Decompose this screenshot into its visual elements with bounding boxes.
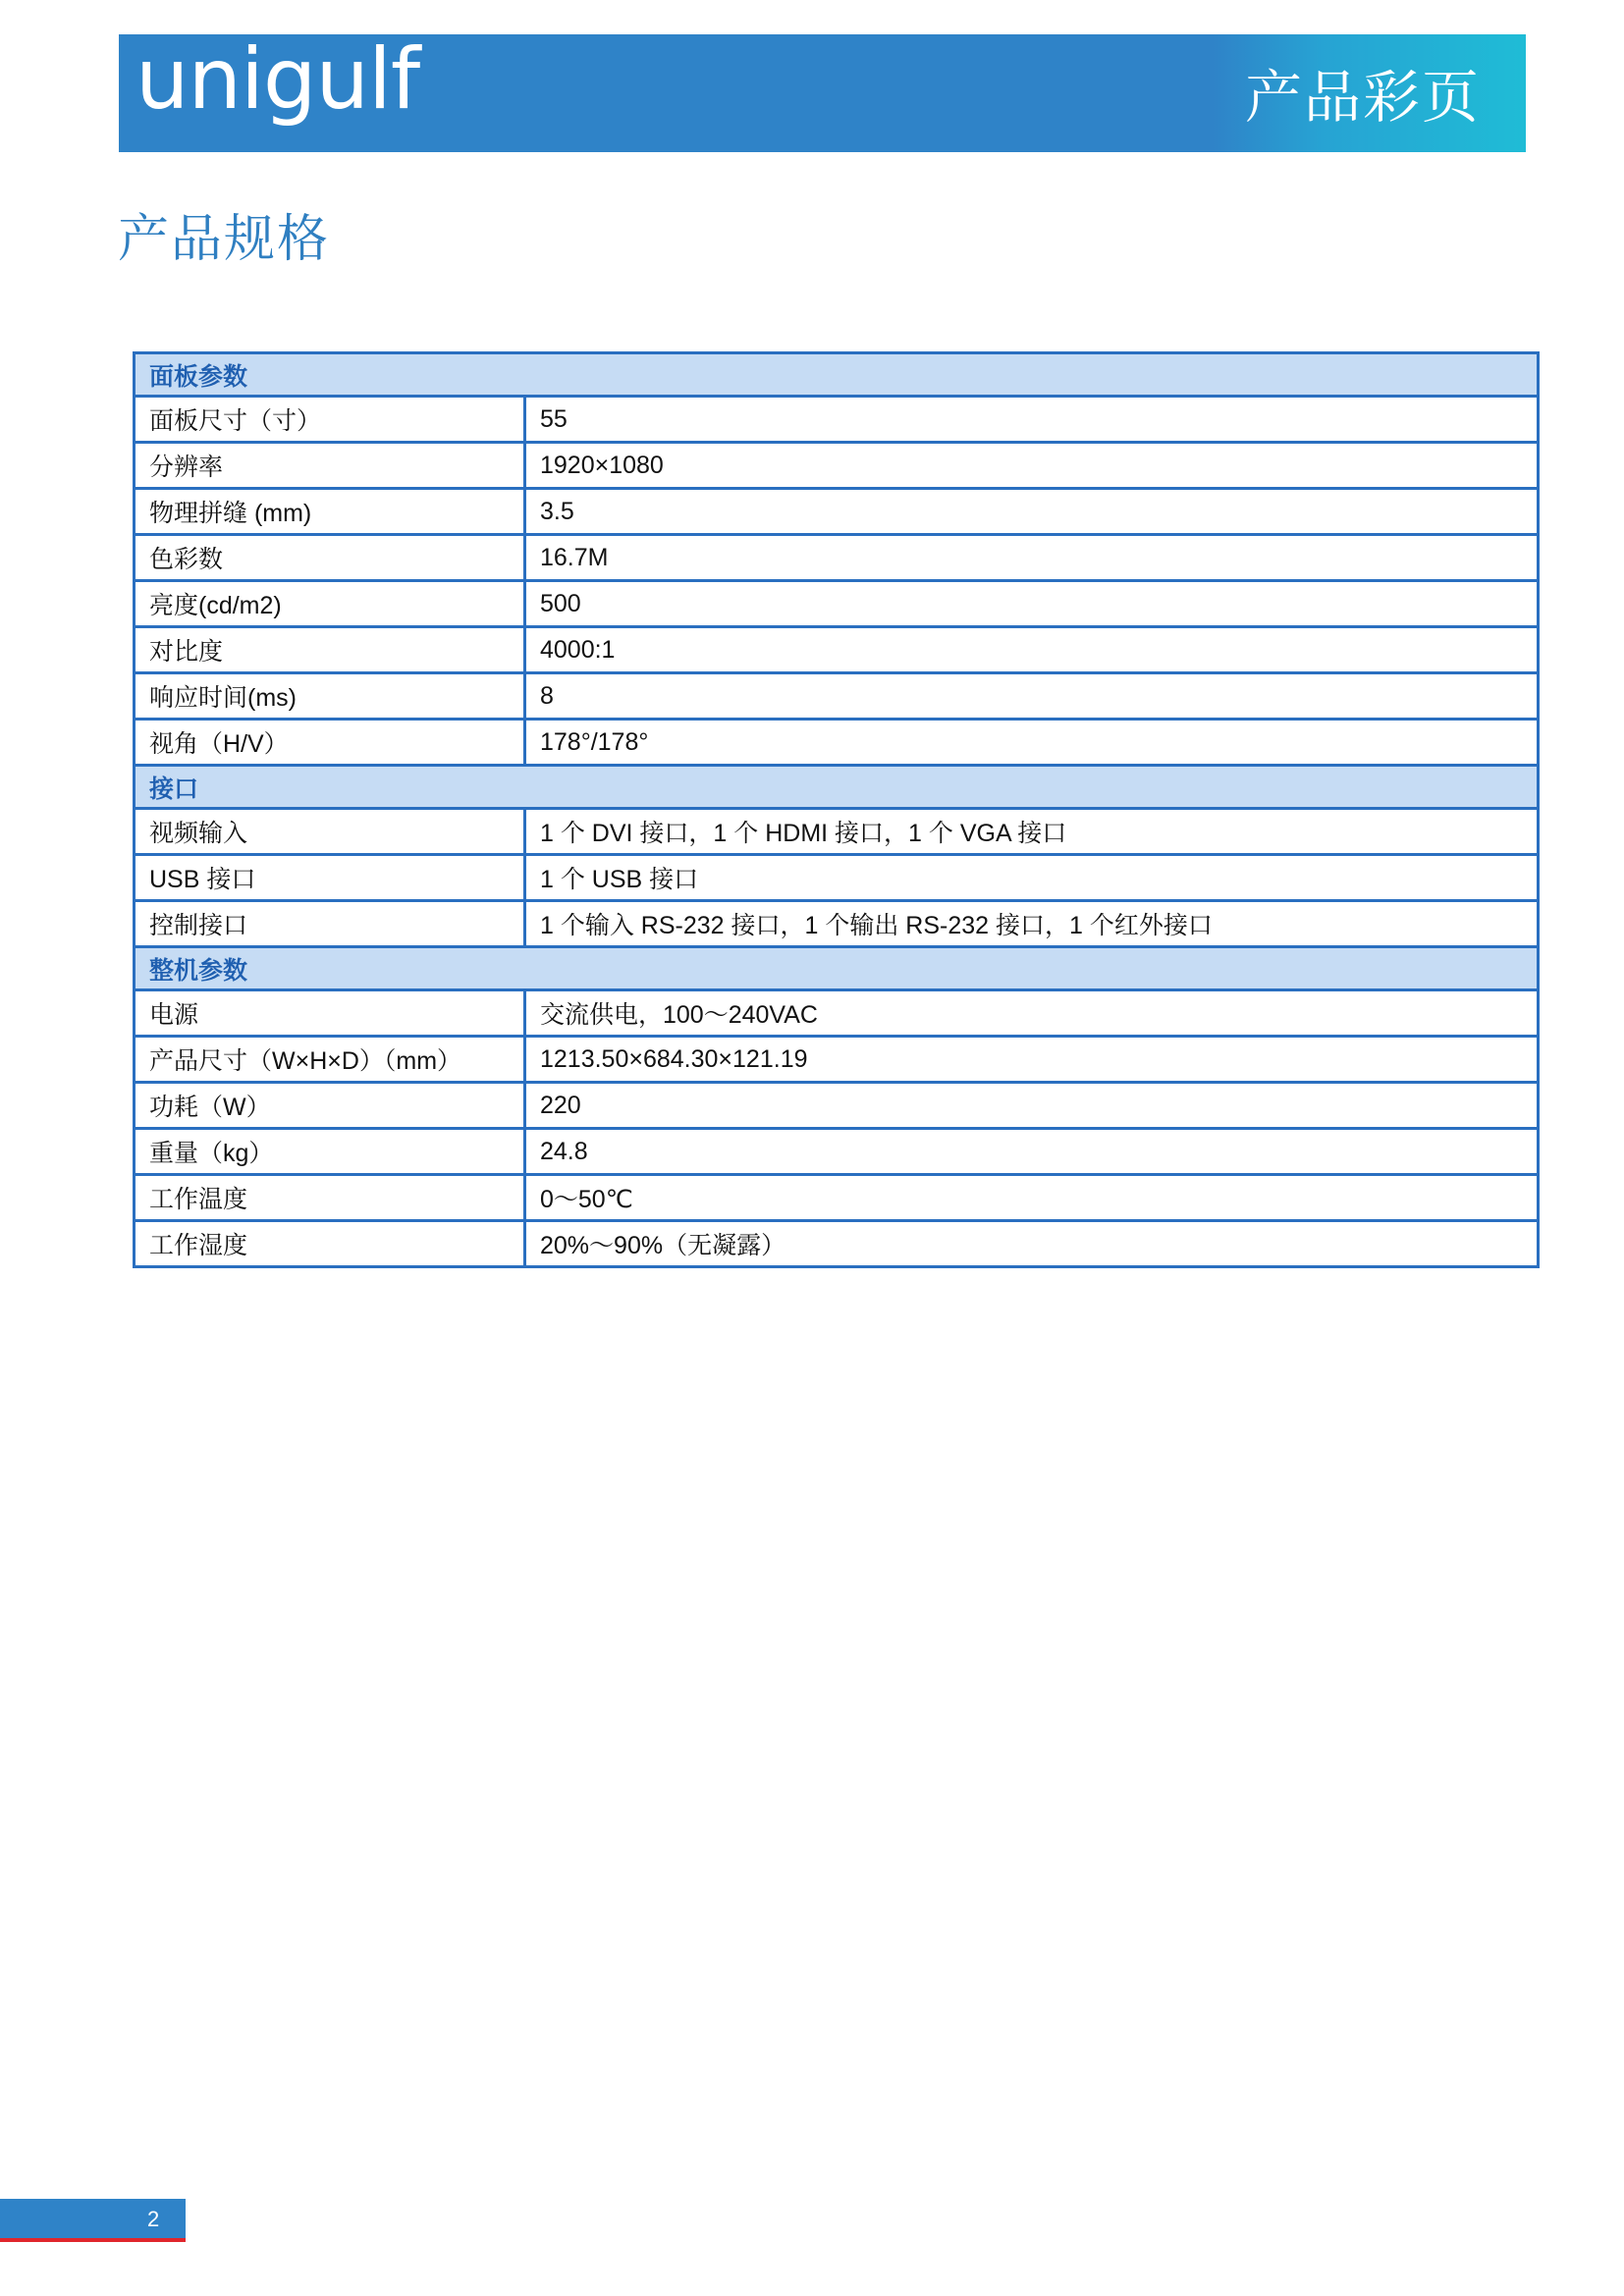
spec-value: 0～50℃ — [525, 1175, 1539, 1221]
spec-value: 4000:1 — [525, 627, 1539, 673]
spec-label: 对比度 — [135, 627, 525, 673]
spec-label: 重量（kg） — [135, 1129, 525, 1175]
spec-label: 电源 — [135, 990, 525, 1037]
spec-label: 亮度(cd/m2) — [135, 581, 525, 627]
table-row — [135, 990, 1539, 1037]
section-title: 接口 — [135, 766, 1539, 809]
table-row — [135, 535, 1539, 581]
table-row — [135, 397, 1539, 443]
page-number: 2 — [147, 2207, 160, 2231]
spec-label: 控制接口 — [135, 901, 525, 947]
table-row — [135, 673, 1539, 720]
table-row — [135, 1175, 1539, 1221]
spec-label: 功耗（W） — [135, 1083, 525, 1129]
spec-value: 178°/178° — [525, 720, 1539, 766]
header-title: 产品彩页 — [1245, 64, 1482, 131]
spec-label: 视角（H/V） — [135, 720, 525, 766]
table-row — [135, 1083, 1539, 1129]
spec-table — [133, 351, 1540, 1268]
spec-label: 工作湿度 — [135, 1221, 525, 1267]
table-row — [135, 901, 1539, 947]
table-row — [135, 1037, 1539, 1083]
spec-value: 16.7M — [525, 535, 1539, 581]
table-row — [135, 720, 1539, 766]
spec-label: 色彩数 — [135, 535, 525, 581]
table-row — [135, 1129, 1539, 1175]
footer-accent-line — [0, 2238, 186, 2242]
spec-value: 220 — [525, 1083, 1539, 1129]
table-row — [135, 489, 1539, 535]
table-row — [135, 1221, 1539, 1267]
table-row — [135, 627, 1539, 673]
section-header-system — [135, 947, 1539, 990]
spec-label: USB 接口 — [135, 855, 525, 901]
section-header-interfaces — [135, 766, 1539, 809]
spec-label: 视频输入 — [135, 809, 525, 855]
spec-value: 1213.50×684.30×121.19 — [525, 1037, 1539, 1083]
spec-label: 产品尺寸（W×H×D）（mm） — [135, 1037, 525, 1083]
table-row — [135, 581, 1539, 627]
spec-label: 面板尺寸（寸） — [135, 397, 525, 443]
spec-label: 分辨率 — [135, 443, 525, 489]
table-row — [135, 855, 1539, 901]
spec-value: 1 个输入 RS-232 接口，1 个输出 RS-232 接口，1 个红外接口 — [525, 901, 1539, 947]
spec-value: 3.5 — [525, 489, 1539, 535]
spec-value: 1 个 DVI 接口，1 个 HDMI 接口，1 个 VGA 接口 — [525, 809, 1539, 855]
spec-label: 物理拼缝 (mm) — [135, 489, 525, 535]
spec-value: 55 — [525, 397, 1539, 443]
page-title: 产品规格 — [118, 210, 331, 269]
section-header-panel — [135, 353, 1539, 397]
spec-value: 1920×1080 — [525, 443, 1539, 489]
table-row — [135, 809, 1539, 855]
spec-value: 24.8 — [525, 1129, 1539, 1175]
section-title: 面板参数 — [135, 353, 1539, 397]
spec-value: 1 个 USB 接口 — [525, 855, 1539, 901]
spec-value: 交流供电，100～240VAC — [525, 990, 1539, 1037]
spec-label: 工作温度 — [135, 1175, 525, 1221]
spec-value: 8 — [525, 673, 1539, 720]
spec-value: 20%～90%（无凝露） — [525, 1221, 1539, 1267]
section-title: 整机参数 — [135, 947, 1539, 990]
spec-label: 响应时间(ms) — [135, 673, 525, 720]
brand-logo: unigulf — [135, 30, 420, 129]
table-row — [135, 443, 1539, 489]
spec-value: 500 — [525, 581, 1539, 627]
